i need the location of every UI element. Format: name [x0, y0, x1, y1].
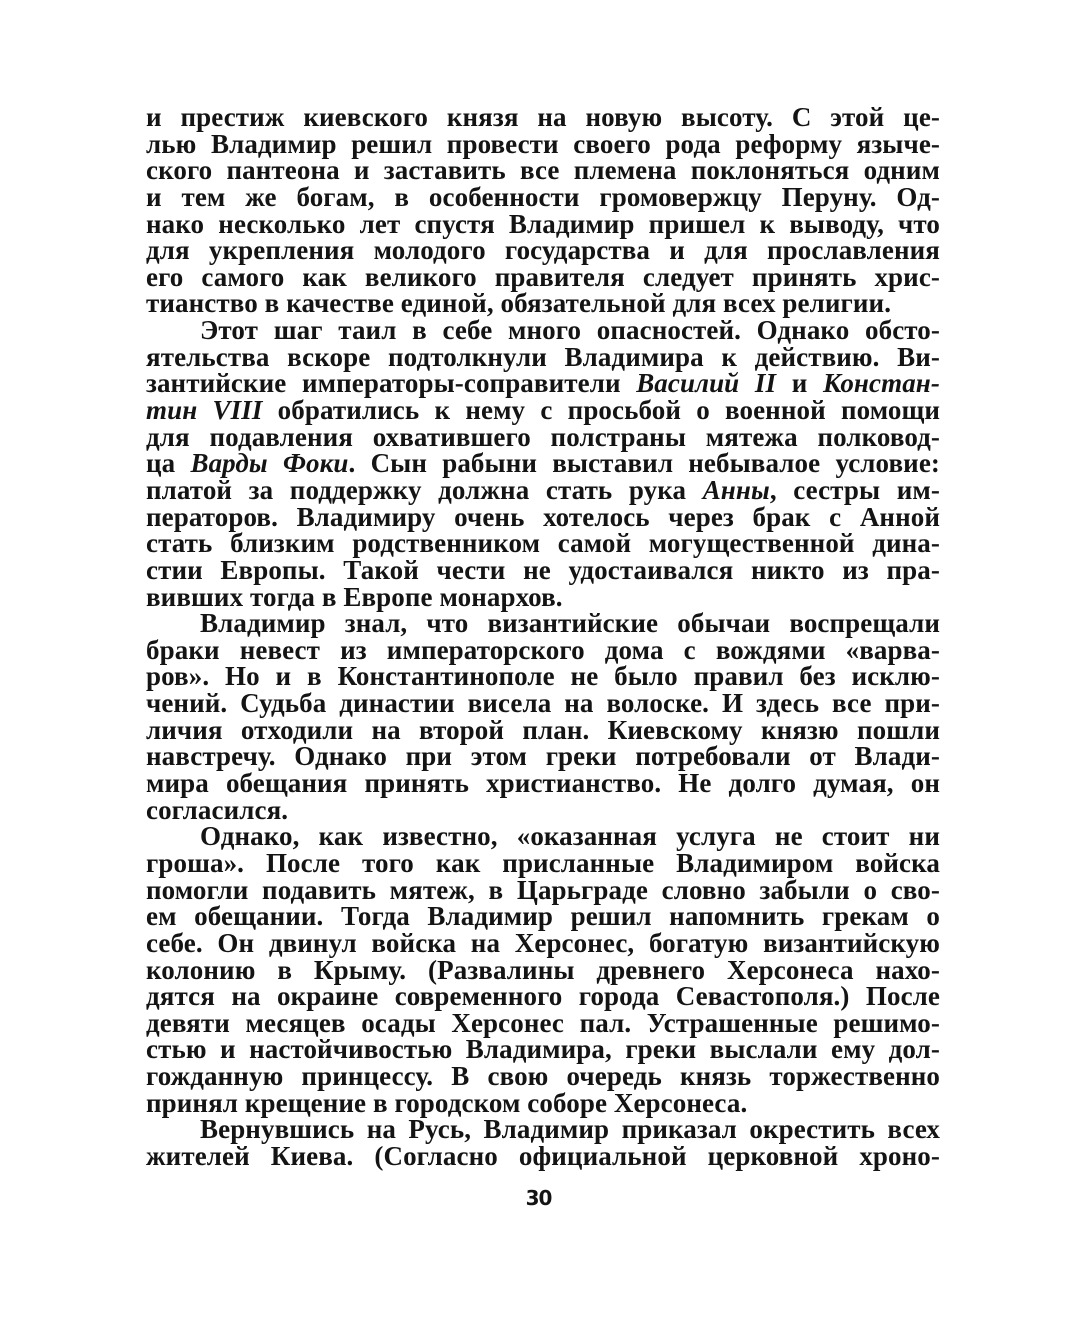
text-run: ем обещании. Тогда Владимир решил напомнить грекам о	[146, 901, 940, 932]
text-line	[146, 208, 940, 239]
text-line	[146, 1087, 940, 1118]
text-run: и тем же богам, в особенности громовержцу Перуну. Од-	[146, 181, 940, 212]
text-line	[146, 341, 940, 372]
body-text	[146, 104, 940, 1170]
text-line	[146, 743, 940, 770]
text-line	[146, 421, 940, 452]
text-line	[146, 181, 940, 212]
text-run: стью и настойчивостью Владимира, греки выслали ему дол-	[146, 1034, 940, 1065]
text-run: Этот шаг таил в себе много опасностей. Однако обсто-	[200, 315, 940, 346]
text-line	[146, 474, 940, 505]
text-line	[146, 874, 940, 905]
text-run: ператоров. Владимиру очень хотелось через брак с Анной	[146, 501, 940, 532]
text-run: ятельства вскоре подтолкнули Владимира к действию. Ви-	[146, 341, 940, 372]
text-run: и престиж киевского князя на новую высоту. С этой це-	[146, 102, 940, 132]
text-run: . Сын рабыни выставил небывалое условие:	[348, 448, 940, 479]
text-run: гожданную принцессу. В свою очередь князь торжественно	[146, 1061, 940, 1092]
text-line	[146, 610, 940, 637]
text-line	[146, 1007, 940, 1038]
text-line	[146, 927, 940, 958]
text-run: и	[776, 368, 823, 399]
text-run: ров». Но и в Константинополе не было правил без исклю-	[146, 661, 940, 692]
text-line	[146, 1063, 940, 1090]
text-run: жителей Киева. (Согласно официальной церковной хроно-	[146, 1140, 940, 1171]
text-line	[146, 530, 940, 557]
text-line	[146, 714, 940, 745]
text-line	[146, 501, 940, 532]
text-run: нако несколько лет спустя Владимир пришел к выводу, что	[146, 208, 940, 239]
paragraph	[146, 1116, 940, 1169]
text-run: зантийские императоры-соправители	[146, 368, 637, 399]
text-line	[146, 690, 940, 717]
text-run: Владимир знал, что византийские обычаи воспрещали	[200, 608, 940, 639]
text-run: лью Владимир решил провести своего рода реформу языче-	[146, 128, 940, 159]
text-line	[146, 1116, 940, 1143]
text-run: навстречу. Однако при этом греки потребовали от Влади-	[146, 741, 940, 772]
text-line	[146, 397, 940, 424]
text-run: стии Европы. Такой чести не удостаивался никто из пра-	[146, 554, 940, 585]
text-line	[146, 157, 940, 184]
text-line	[146, 128, 940, 159]
text-run: дятся на окраине современного города Севастополя.) После	[146, 981, 940, 1012]
text-run: принял крещение в городском соборе Херсонеса.	[146, 1087, 748, 1118]
italic-name: Василий II	[636, 368, 777, 399]
text-line	[146, 290, 940, 317]
text-run: тианство в качестве единой, обязательной для всех религии.	[146, 288, 892, 319]
text-run: платой за поддержку должна стать рука	[146, 474, 703, 505]
paragraph	[146, 610, 940, 823]
italic-name: Анны	[702, 474, 770, 505]
text-run: чений. Судьба династии висела на волоске. И здесь все при-	[146, 688, 940, 719]
italic-name: Варды Фоки	[190, 448, 349, 479]
text-run: ского пантеона и заставить все племена поклоняться одним	[146, 155, 940, 186]
text-line	[146, 450, 940, 477]
text-line	[146, 770, 940, 797]
text-run: вивших тогда в Европе монархов.	[146, 581, 563, 612]
text-run: , сестры им-	[769, 474, 940, 505]
text-line	[146, 823, 940, 850]
text-run: Однако, как известно, «оказанная услуга не стоит ни	[200, 821, 940, 852]
text-line	[146, 983, 940, 1010]
text-run: браки невест из императорского дома с вождями «варва-	[146, 634, 940, 665]
page-number: 30	[525, 1186, 552, 1210]
text-run: девяти месяцев осады Херсонес пал. Устрашенные решимо-	[146, 1007, 940, 1038]
text-run: личия отходили на второй план. Киевскому князю пошли	[146, 714, 940, 745]
text-line	[146, 317, 940, 344]
text-run: его самого как великого правителя следует принять хрис-	[146, 261, 940, 292]
text-line	[146, 847, 940, 878]
text-run: для подавления охватившего полстраны мятежа полковод-	[146, 421, 940, 452]
paragraph	[146, 823, 940, 1116]
paragraph	[146, 317, 940, 610]
text-line	[146, 1140, 940, 1171]
text-line	[146, 903, 940, 930]
text-line	[146, 261, 940, 292]
text-run: обратились к нему с просьбой о военной помощи	[262, 395, 940, 426]
italic-name: тин VIII	[146, 395, 263, 426]
text-run: для укрепления молодого государства и для прославления	[146, 235, 940, 266]
text-run: ца	[146, 448, 191, 479]
text-run: себе. Он двинул войска на Херсонес, богатую византийскую	[146, 927, 940, 958]
text-line	[146, 794, 940, 825]
text-line	[146, 1036, 940, 1063]
italic-name: Констан-	[822, 368, 940, 399]
text-line	[146, 104, 940, 131]
text-run: Вернувшись на Русь, Владимир приказал окрестить всех	[200, 1114, 940, 1145]
text-line	[146, 663, 940, 690]
text-line	[146, 554, 940, 585]
text-line	[146, 954, 940, 985]
text-line	[146, 370, 940, 397]
text-run: мира обещания принять христианство. Не долго думая, он	[146, 768, 940, 799]
paragraph	[146, 104, 940, 317]
text-line	[146, 634, 940, 665]
text-line	[146, 237, 940, 264]
text-run: согласился.	[146, 794, 289, 825]
text-line	[146, 581, 940, 612]
text-run: колонию в Крыму. (Развалины древнего Херсонеса нахо-	[146, 954, 940, 985]
text-run: гроша». После того как присланные Владимиром войска	[146, 847, 940, 878]
text-run: стать близким родственником самой могущественной дина-	[146, 528, 940, 559]
text-run: помогли подавить мятеж, в Царьграде словно забыли о сво-	[146, 874, 940, 905]
